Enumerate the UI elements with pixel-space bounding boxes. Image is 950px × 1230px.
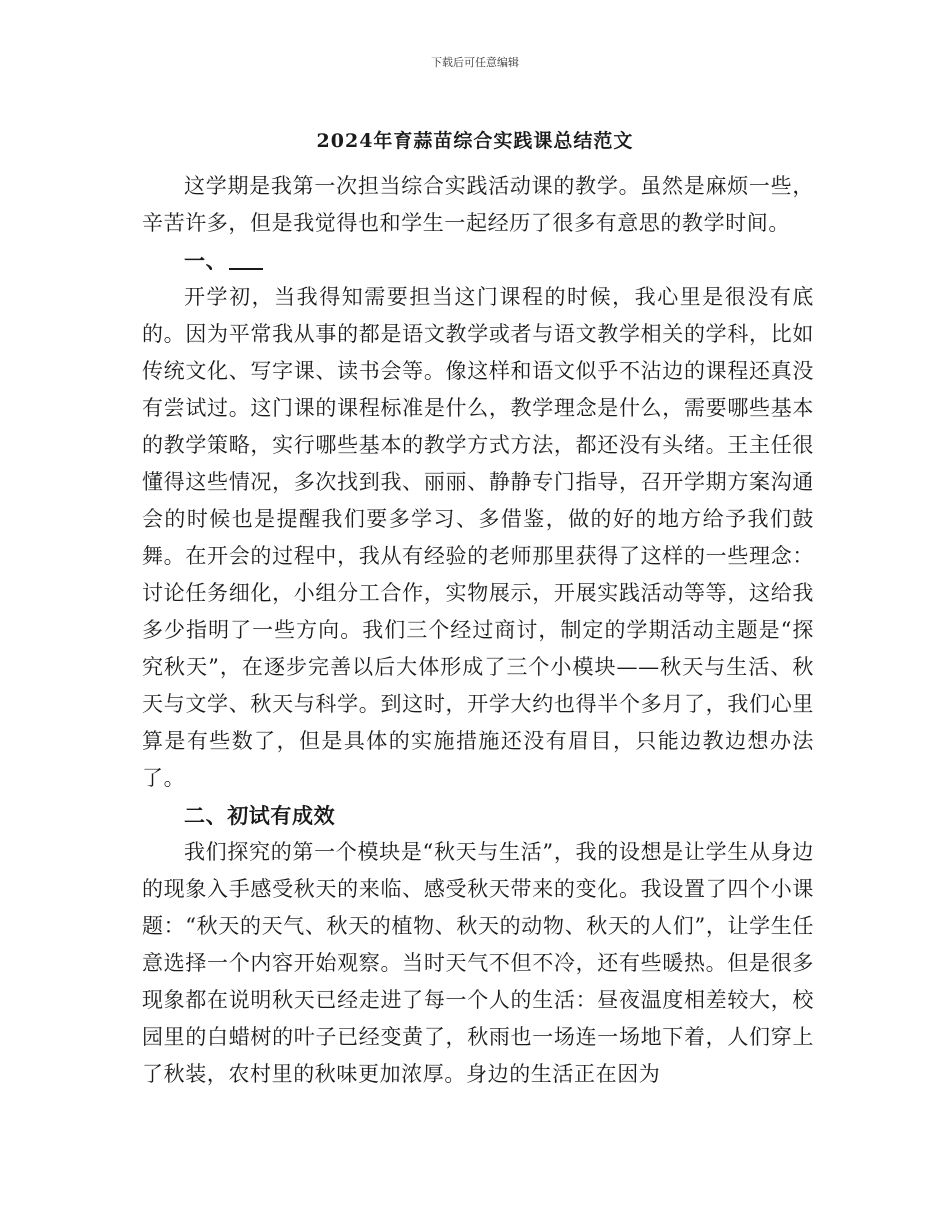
document-body	[142, 168, 814, 1093]
section-1-heading	[142, 242, 814, 279]
section-1-paragraph: 开学初，当我得知需要担当这门课程的时候，我心里是很没有底的。因为平常我从事的都是语文教学或者与语文教学相关的学科，比如传统文化、写字课、读书会等。像这样和语文似乎不沾边的课程还真没有尝试过。这门课的课程标准是什么，教学理念是什么，需要哪些基本的教学策略，实行哪些基本的教学方式方法，都还没有头绪。王主任很懂得这些情况，多次找到我、丽丽、静静专门指导，召开学期方案沟通会的时候也是提醒我们要多学习、多借鉴，做的好的地方给予我们鼓舞。在开会的过程中，我从有经验的老师那里获得了这样的一些理念：讨论任务细化，小组分工合作，实物展示，开展实践活动等等，这给我多少指明了一些方向。我们三个经过商讨，制定的学期活动主题是“探究秋天”，在逐步完善以后大体形成了三个小模块——秋天与生活、秋天与文学、秋天与科学。到这时，开学大约也得半个多月了，我们心里算是有些数了，但是具体的实施措施还没有眉目，只能边教边想办法了。	[142, 285, 814, 790]
section-1-heading-blank	[229, 248, 263, 270]
page-header-note: 下载后可任意编辑	[431, 56, 519, 69]
document-title: 2024年育蒜苗综合实践课总结范文	[316, 130, 634, 152]
section-2-paragraph: 我们探究的第一个模块是“秋天与生活”，我的设想是让学生从身边的现象入手感受秋天的来临、感受秋天带来的变化。我设置了四个小课题：“秋天的天气、秋天的植物、秋天的动物、秋天的人们”，让学生任意选择一个内容开始观察。当时天气不但不冷，还有些暖热。但是很多现象都在说明秋天已经走进了每一个人的生活：昼夜温度相差较大，校园里的白蜡树的叶子已经变黄了，秋雨也一场连一场地下着，人们穿上了秋装，农村里的秋味更加浓厚。身边的生活正在因为	[142, 840, 814, 1086]
section-2-heading: 二、初试有成效	[184, 803, 336, 828]
section-1-heading-text: 一、	[184, 248, 228, 273]
intro-paragraph: 这学期是我第一次担当综合实践活动课的教学。虽然是麻烦一些，辛苦许多，但是我觉得也和学生一起经历了很多有意思的教学时间。	[142, 174, 814, 235]
